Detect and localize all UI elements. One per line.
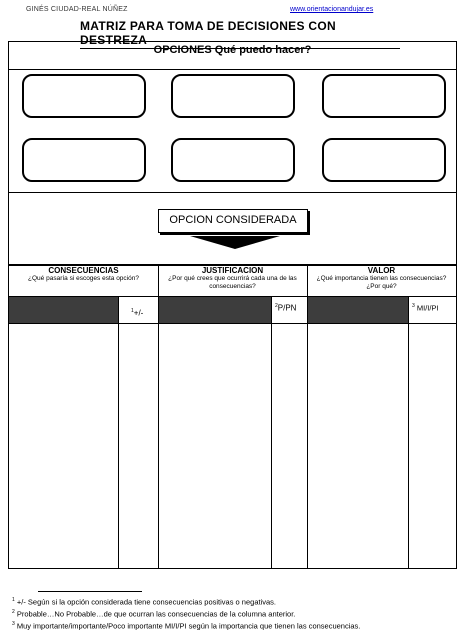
sub-column-divider bbox=[118, 297, 119, 568]
row-divider bbox=[9, 323, 456, 324]
sub-label-justification: $^2$P/PN bbox=[275, 303, 297, 313]
column-title: VALOR bbox=[367, 266, 396, 275]
sub-column-divider bbox=[271, 297, 272, 568]
footnote-2: $^2$ Probable…No Probable…de que ocurran las consecuencias de la columna anterior. bbox=[12, 609, 296, 619]
down-arrow-icon bbox=[190, 236, 280, 250]
website-link[interactable]: www.orientacionandujar.es bbox=[290, 6, 374, 13]
column-title: JUSTIFICACION bbox=[201, 266, 264, 275]
considered-option-box: OPCION CONSIDERADA bbox=[158, 209, 308, 233]
column-question: ¿Qué pasaría si escoges esta opción? bbox=[28, 275, 139, 282]
option-box-1[interactable] bbox=[22, 74, 146, 118]
option-box-2[interactable] bbox=[171, 74, 295, 118]
sub-label-value: $^3$ MI/I/PI bbox=[412, 303, 439, 313]
footnote-3: $^3$ Muy importante/importante/Poco importante MI/I/PI según la importancia que tienen las consecuencias. bbox=[12, 621, 361, 631]
author-name: GINÉS CIUDAD-REAL NÚÑEZ bbox=[26, 6, 128, 13]
column-title: CONSECUENCIAS bbox=[48, 266, 119, 275]
option-box-3[interactable] bbox=[322, 74, 446, 118]
footnote-1: $^1$ +/- Según si la opción considerada tiene consecuencias positivas o negativas. bbox=[12, 597, 276, 607]
column-divider bbox=[158, 266, 159, 568]
sub-column-divider bbox=[408, 297, 409, 568]
column-question: ¿Qué importancia tienen las consecuencias? ¿Por qué? bbox=[316, 275, 447, 290]
footnote-separator bbox=[38, 591, 142, 592]
page-title: MATRIZ PARA TOMA DE DECISIONES CON DESTREZA bbox=[80, 19, 400, 49]
column-header-value bbox=[307, 266, 456, 296]
column-header-justification bbox=[158, 266, 307, 296]
column-question: ¿Por qué crees que ocurrirá cada una de las consecuencias? bbox=[168, 275, 297, 290]
option-box-4[interactable] bbox=[22, 138, 146, 182]
decision-table bbox=[8, 265, 457, 569]
option-box-5[interactable] bbox=[171, 138, 295, 182]
grey-bar-justification bbox=[158, 297, 271, 323]
column-header-consequences bbox=[9, 266, 158, 296]
column-divider bbox=[307, 266, 308, 568]
sub-label-consequences: $^1$+/- bbox=[131, 308, 144, 318]
grey-bar-consequences bbox=[9, 297, 118, 323]
options-heading: OPCIONES Qué puedo hacer? bbox=[8, 41, 457, 70]
option-box-6[interactable] bbox=[322, 138, 446, 182]
grey-bar-value bbox=[307, 297, 408, 323]
